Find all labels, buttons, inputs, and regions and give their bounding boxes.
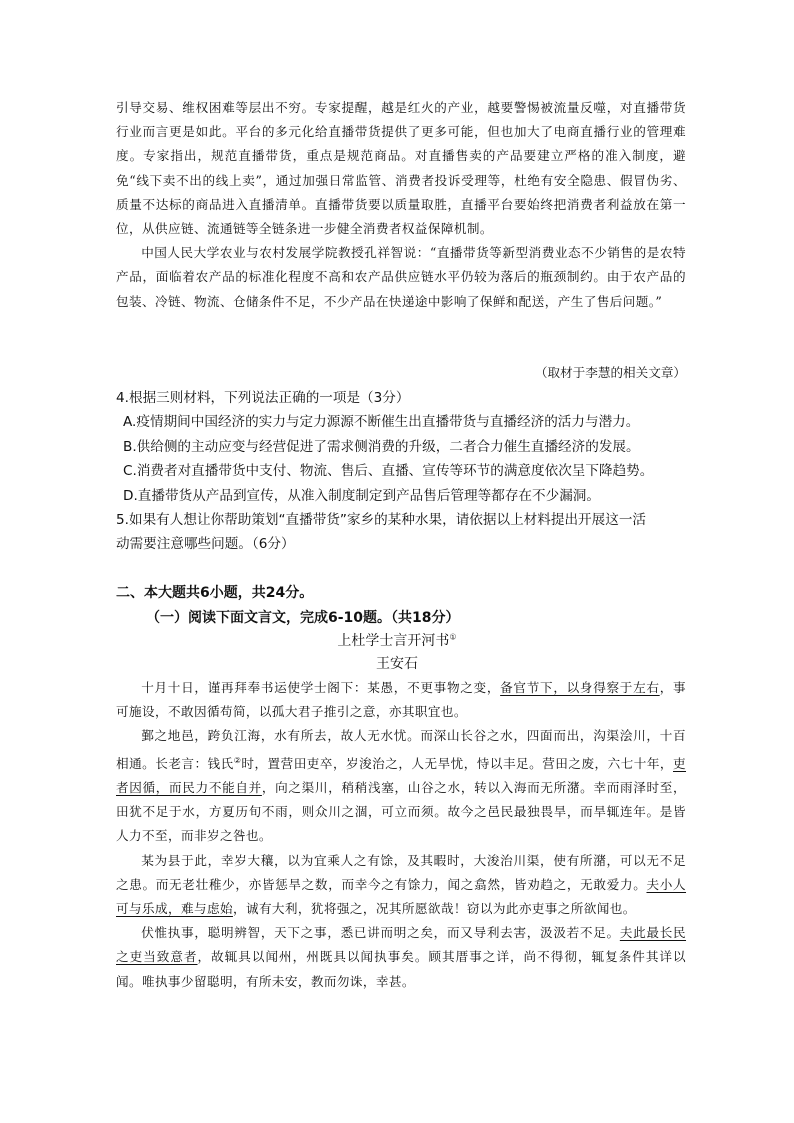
passage-paragraph-2: 中国人民大学农业与农村发展学院教授孔祥智说：“直播带货等新型消费业态不少销售的是农特产品，面临着农产品的标准化程度不高和农产品供应链水平仍较为落后的瓶颈制约。由于农产品的包装、冷链、物流、仓储条件不足，不少产品在快递途中影响了保鲜和配送，产生了售后问题。” — [116, 245, 686, 309]
question-5-line-1: 5.如果有人想让你帮助策划“直播带货”家乡的某种水果，请依据以上材料提出开展这一活 — [116, 512, 647, 529]
cp3-text-a: 某为县于此，幸岁大穰，以为宜乘人之有馀，及其暇时，大浚治川渠，使有所潴，可以无不足之患。而无老壮稚少，亦皆惩旱之数，而幸今之有馀力，闻之翕然，皆劝趋之，无敢爱力。 — [116, 852, 686, 892]
underlined-sentence-1: 备官节下，以身得察于左右 — [500, 680, 660, 695]
option-b: B.供给侧的主动应变与经营促进了需求侧消费的升级，二者合力催生直播经济的发展。 — [123, 438, 640, 455]
cp2-text-b: 时，置营田吏卒，岁浚治之，人无旱忧，恃以丰足。营田之废，六七十年， — [241, 755, 674, 771]
cp1-text-a: 十月十日，谨再拜奉书运使学士阁下：某愚，不更事物之变， — [141, 680, 501, 695]
cp2-text-a: 鄞之地邑，跨负江海，水有所去，故人无水忧。而深山长谷之水，四面而出，沟渠浍川，十百相通。长老言：钱氏 — [116, 728, 686, 771]
essay-title — [0, 630, 794, 650]
classical-paragraph-1 — [116, 676, 686, 724]
option-a: A.疫情期间中国经济的实力与定力源源不断催生出直播带货与直播经济的活力与潜力。 — [123, 414, 640, 431]
underlined-sentence-3: 夫小人可与乐成，难与虑始 — [116, 876, 687, 917]
essay-title-text: 上杜学士言开河书 — [337, 633, 450, 649]
question-4 — [116, 386, 691, 557]
underlined-sentence-2: 吏者因循，而民力不能自并 — [116, 755, 687, 795]
classical-paragraph-2 — [116, 724, 686, 848]
cp4-text-a: 伏惟执事，聪明辨智，天下之事，悉已讲而明之矣，而又导利去害，汲汲若不足。 — [141, 925, 620, 941]
classical-paragraph-4 — [116, 921, 686, 994]
footnote-mark-2: ② — [233, 755, 242, 765]
underlined-sentence-4: 夫此最长民之吏当致意者 — [116, 925, 687, 965]
section-subheading: （一）阅读下面文言文，完成6-10题。（共18分） — [146, 610, 460, 626]
classical-text — [116, 676, 686, 994]
passage-a — [116, 96, 686, 314]
cp4-text-b: ，故辄具以闻州，州既具以闻执事矣。顾其厝事之详，尚不得彻，辄复条件其详以闻。唯执事少留聪明，有所未安，教而勿诛，幸甚。 — [116, 949, 686, 989]
passage-paragraph-1: 引导交易、维权困难等层出不穷。专家提醒，越是红火的产业，越要警惕被流量反噬，对直播带货行业而言更是如此。平台的多元化给直播带货提供了更多可能，但也加大了电商直播行业的管理难度。专家指出，规范直播带货，重点是规范商品。对直播售卖的产品要建立严格的准入制度，避免“线下卖不出的线上卖”，通过加强日常监管、消费者投诉受理等，杜绝有安全隐患、假冒伪劣、质量不达标的商品进入直播清单。直播带货要以质量取胜，直播平台要始终把消费者利益放在第一位，从供应链、流通链等全链条进一步健全消费者权益保障机制。 — [116, 100, 686, 237]
classical-paragraph-3 — [116, 849, 686, 922]
cp3-text-b: ，诚有大利，犹将强之，况其所愿欲哉！窃以为此亦吏事之所欲闻也。 — [232, 901, 636, 917]
cp1-text-b: ，事可施设，不敢因循苟简，以孤大君子推引之意，亦其职宜也。 — [116, 680, 686, 720]
title-footnote-mark: ① — [449, 632, 457, 642]
question-5-line-2: 动需要注意哪些问题。（6分） — [116, 536, 295, 553]
section-heading: 二、本大题共6小题，共24分。 — [116, 585, 314, 601]
question-4-stem: 4.根据三则材料，下列说法正确的一项是（3分） — [116, 390, 410, 406]
cp2-text-c: ，向之渠川，稍稍浅塞，山谷之水，转以入海而无所潴。幸而雨泽时至，田犹不足于水，方夏历旬不雨，则众川之涸，可立而须。故今之邑民最独畏旱，而旱辄连年。是皆人力不至，而非岁之咎也。 — [116, 780, 686, 844]
source-citation: （取材于李慧的相关文章） — [534, 365, 686, 380]
option-c: C.消费者对直播带货中支付、物流、售后、直播、宣传等环节的满意度依次呈下降趋势。 — [123, 463, 654, 480]
essay-author: 王安石 — [376, 656, 418, 672]
option-d: D.直播带货从产品到宣传，从准入制度制定到产品售后管理等都存在不少漏洞。 — [123, 487, 600, 504]
